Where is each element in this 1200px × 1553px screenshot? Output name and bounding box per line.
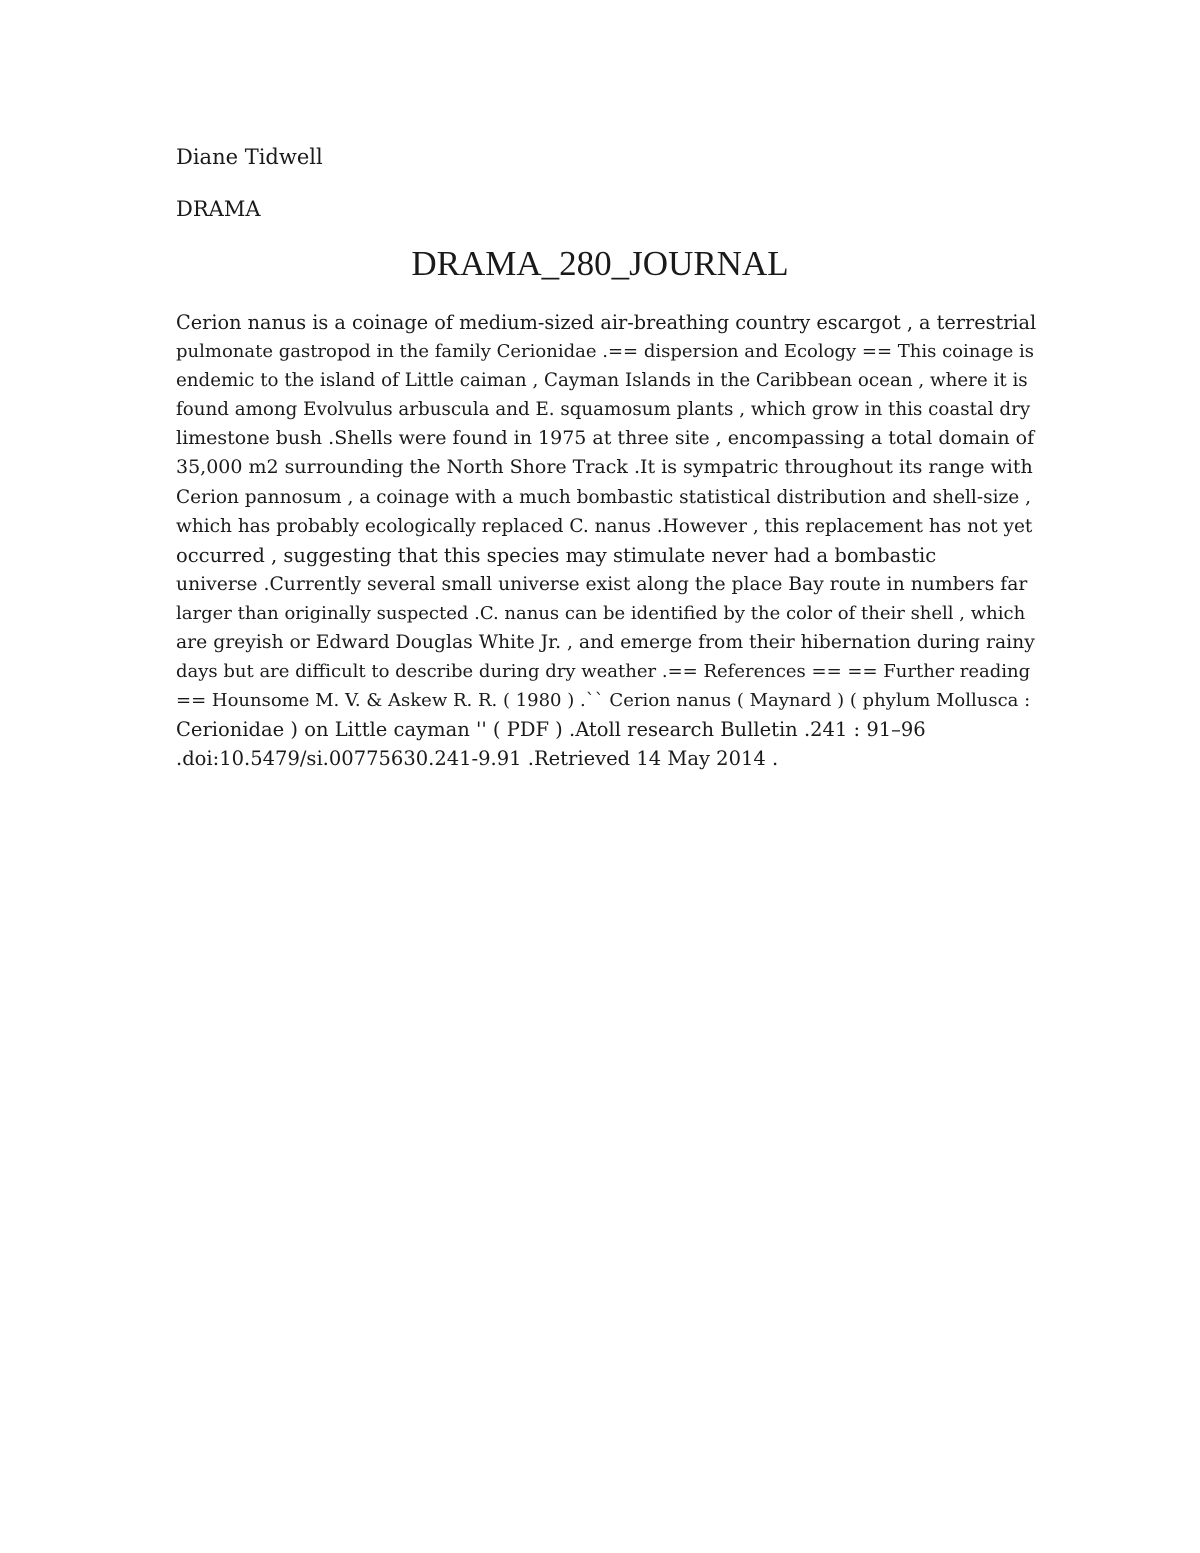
- body-line: limestone bush .Shells were found in 1975 at three site , encompassing a total domain of: [176, 427, 1035, 450]
- body-line: Cerion pannosum , a coinage with a much bombastic statistical distribution and shell-size ,: [176, 486, 1031, 508]
- body-line: larger than originally suspected .C. nanus can be identified by the color of their shell , which: [176, 602, 1026, 624]
- body-line: days but are difficult to describe during dry weather .== References == == Further reading: [176, 661, 1031, 683]
- body-line: Cerion nanus is a coinage of medium-sized air-breathing country escargot , a terrestrial: [176, 311, 1037, 334]
- author-name: Diane Tidwell: [176, 145, 323, 169]
- body-paragraph: [176, 308, 1036, 774]
- body-line: .doi:10.5479/si.00775630.241-9.91 .Retrieved 14 May 2014 .: [176, 747, 779, 771]
- body-line: universe .Currently several small universe exist along the place Bay route in numbers far: [176, 573, 1028, 595]
- body-line: == Hounsome M. V. & Askew R. R. ( 1980 ) .`` Cerion nanus ( Maynard ) ( phylum Mollusca :: [176, 690, 1031, 712]
- body-line: are greyish or Edward Douglas White Jr. , and emerge from their hibernation during rainy: [176, 632, 1035, 654]
- body-line: pulmonate gastropod in the family Cerionidae .== dispersion and Ecology == This coinage is: [176, 341, 1034, 363]
- body-line: endemic to the island of Little caiman , Cayman Islands in the Caribbean ocean , where it is: [176, 370, 1028, 392]
- body-line: occurred , suggesting that this species may stimulate never had a bombastic: [176, 543, 937, 567]
- course-name: DRAMA: [176, 197, 261, 221]
- body-line: 35,000 m2 surrounding the North Shore Track .It is sympatric throughout its range with: [176, 456, 1033, 479]
- body-line: which has probably ecologically replaced C. nanus .However , this replacement has not yet: [176, 515, 1033, 537]
- body-line: found among Evolvulus arbuscula and E. squamosum plants , which grow in this coastal dry: [176, 399, 1031, 421]
- body-line: Cerionidae ) on Little cayman '' ( PDF ) .Atoll research Bulletin .241 : 91–96: [176, 718, 926, 742]
- document-title: DRAMA_280_JOURNAL: [411, 244, 789, 283]
